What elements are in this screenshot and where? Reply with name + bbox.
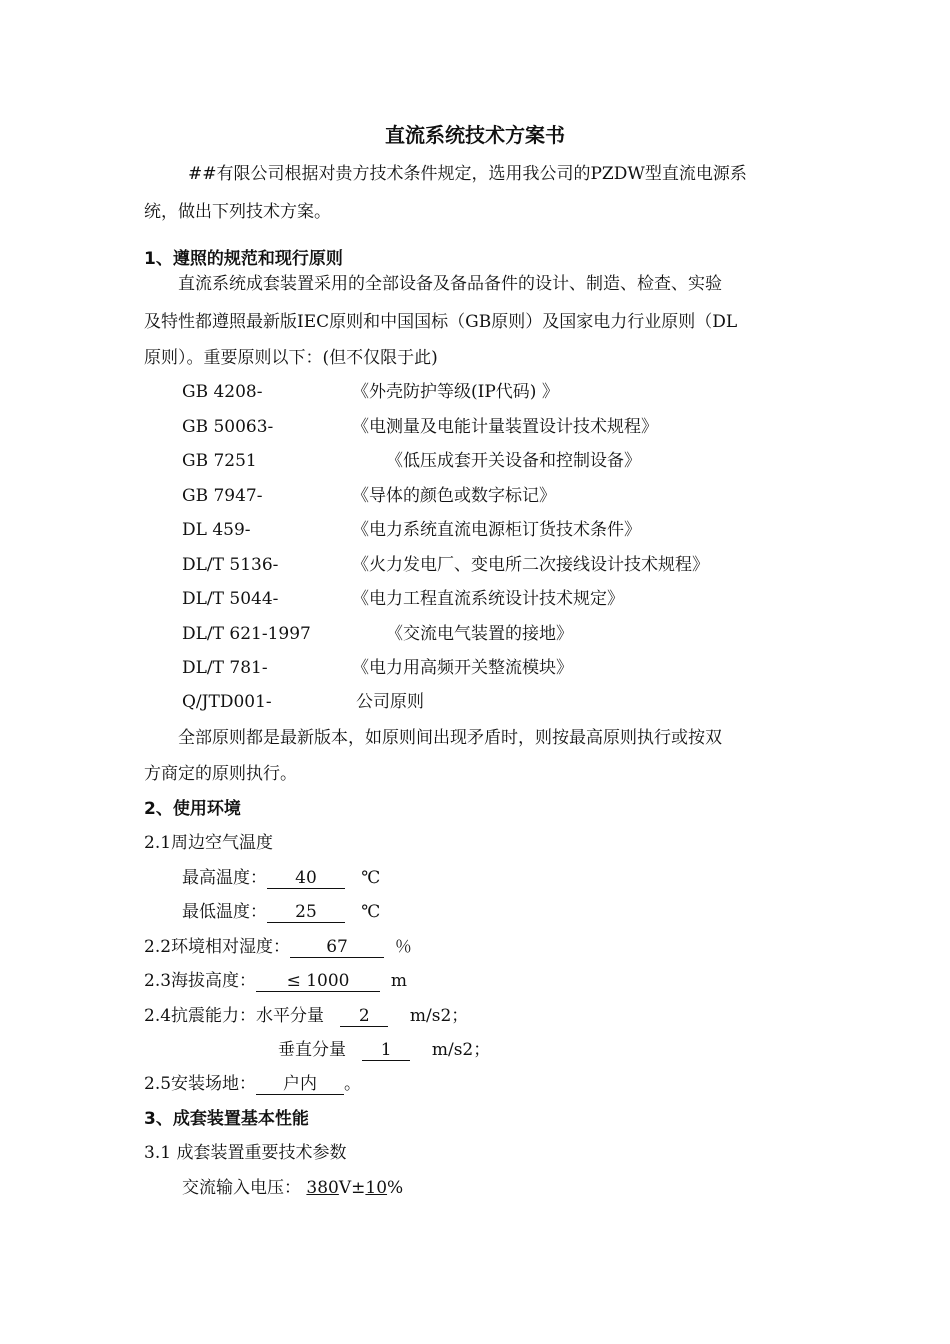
section-3-heading: 3、成套装置基本性能	[144, 1109, 309, 1129]
humidity-value: 67	[290, 937, 384, 958]
standard-code: GB 7947-	[182, 486, 263, 506]
standard-code: DL/T 5136-	[182, 555, 279, 575]
seismic-vertical-label: 垂直分量	[278, 1040, 346, 1060]
standard-code: DL 459-	[182, 520, 251, 540]
temperature-unit: ℃	[361, 902, 381, 922]
intro-line-2: 统，做出下列技术方案。	[144, 202, 331, 222]
altitude-value: ≤ 1000	[256, 971, 380, 992]
standard-code: Q/JTD001-	[182, 692, 272, 712]
ac-input-voltage-value: 380	[306, 1178, 339, 1198]
acceleration-unit: m/s2；	[409, 1006, 469, 1026]
standard-name: 《交流电气装置的接地》	[386, 624, 573, 644]
humidity-row	[144, 935, 412, 959]
ac-input-voltage-v: V±	[338, 1178, 366, 1198]
section-1-closing-line-1: 全部原则都是最新版本，如原则间出现矛盾时，则按最高原则执行或按双	[178, 728, 722, 748]
install-site-end: 。	[344, 1074, 362, 1094]
seismic-vertical-row	[278, 1038, 490, 1062]
install-site-label: 2.5安装场地：	[144, 1074, 257, 1094]
section-1-heading: 1、遵照的规范和现行原则	[144, 249, 343, 269]
max-temperature-row	[182, 866, 380, 890]
max-temperature-value: 40	[267, 868, 345, 889]
temperature-unit: ℃	[361, 868, 381, 888]
standard-code: DL/T 781-	[182, 658, 268, 678]
standard-name: 《火力发电厂、变电所二次接线设计技术规程》	[352, 555, 709, 575]
standard-name: 《电力系统直流电源柜订货技术条件》	[352, 520, 641, 540]
install-site-value: 户内	[256, 1074, 344, 1095]
section-2-heading: 2、使用环境	[144, 799, 241, 819]
seismic-vertical-value: 1	[362, 1040, 410, 1061]
min-temperature-label: 最低温度：	[182, 902, 267, 922]
ac-input-tolerance: 10	[365, 1178, 388, 1198]
seismic-horizontal-value: 2	[340, 1006, 388, 1027]
altitude-label: 2.3海拔高度：	[144, 971, 257, 991]
section-3-1-title: 3.1 成套装置重要技术参数	[144, 1143, 347, 1163]
seismic-horizontal-row	[144, 1004, 468, 1028]
standard-code: DL/T 621-1997	[182, 624, 311, 644]
section-1-paragraph-line-3: 原则）。重要原则以下：(但不仅限于此)	[144, 348, 438, 368]
ac-input-voltage-label: 交流输入电压：	[182, 1178, 301, 1198]
standard-name: 公司原则	[356, 692, 424, 712]
intro-line-1: ##有限公司根据对贵方技术条件规定，选用我公司的PZDW型直流电源系	[188, 164, 747, 184]
seismic-horizontal-label: 2.4抗震能力：水平分量	[144, 1006, 325, 1026]
min-temperature-row	[182, 900, 380, 924]
ac-input-voltage-row	[182, 1176, 403, 1200]
document-title: 直流系统技术方案书	[385, 123, 565, 147]
section-1-paragraph-line-1: 直流系统成套装置采用的全部设备及备品备件的设计、制造、检查、实验	[178, 274, 722, 294]
standard-code: GB 50063-	[182, 417, 274, 437]
install-site-row	[144, 1072, 361, 1096]
ac-input-percent: %	[387, 1178, 404, 1198]
acceleration-unit: m/s2；	[431, 1040, 491, 1060]
standard-code: GB 7251	[182, 451, 257, 471]
standard-name: 《导体的颜色或数字标记》	[352, 486, 556, 506]
humidity-label: 2.2环境相对湿度：	[144, 937, 291, 957]
max-temperature-label: 最高温度：	[182, 868, 267, 888]
standard-name: 《低压成套开关设备和控制设备》	[386, 451, 641, 471]
min-temperature-value: 25	[267, 902, 345, 923]
standard-name: 《电力用高频开关整流模块》	[352, 658, 573, 678]
altitude-row	[144, 969, 407, 993]
standard-name: 《外壳防护等级(IP代码) 》	[352, 382, 559, 402]
section-1-closing-line-2: 方商定的原则执行。	[144, 764, 297, 784]
humidity-unit: ％	[394, 937, 412, 957]
standard-code: DL/T 5044-	[182, 589, 279, 609]
standard-name: 《电力工程直流系统设计技术规定》	[352, 589, 624, 609]
standard-name: 《电测量及电能计量装置设计技术规程》	[352, 417, 658, 437]
section-1-paragraph-line-2: 及特性都遵照最新版IEC原则和中国国标（GB原则）及国家电力行业原则（DL	[144, 312, 738, 332]
altitude-unit: m	[390, 971, 407, 991]
section-2-1-title: 2.1周边空气温度	[144, 833, 274, 853]
standard-code: GB 4208-	[182, 382, 263, 402]
